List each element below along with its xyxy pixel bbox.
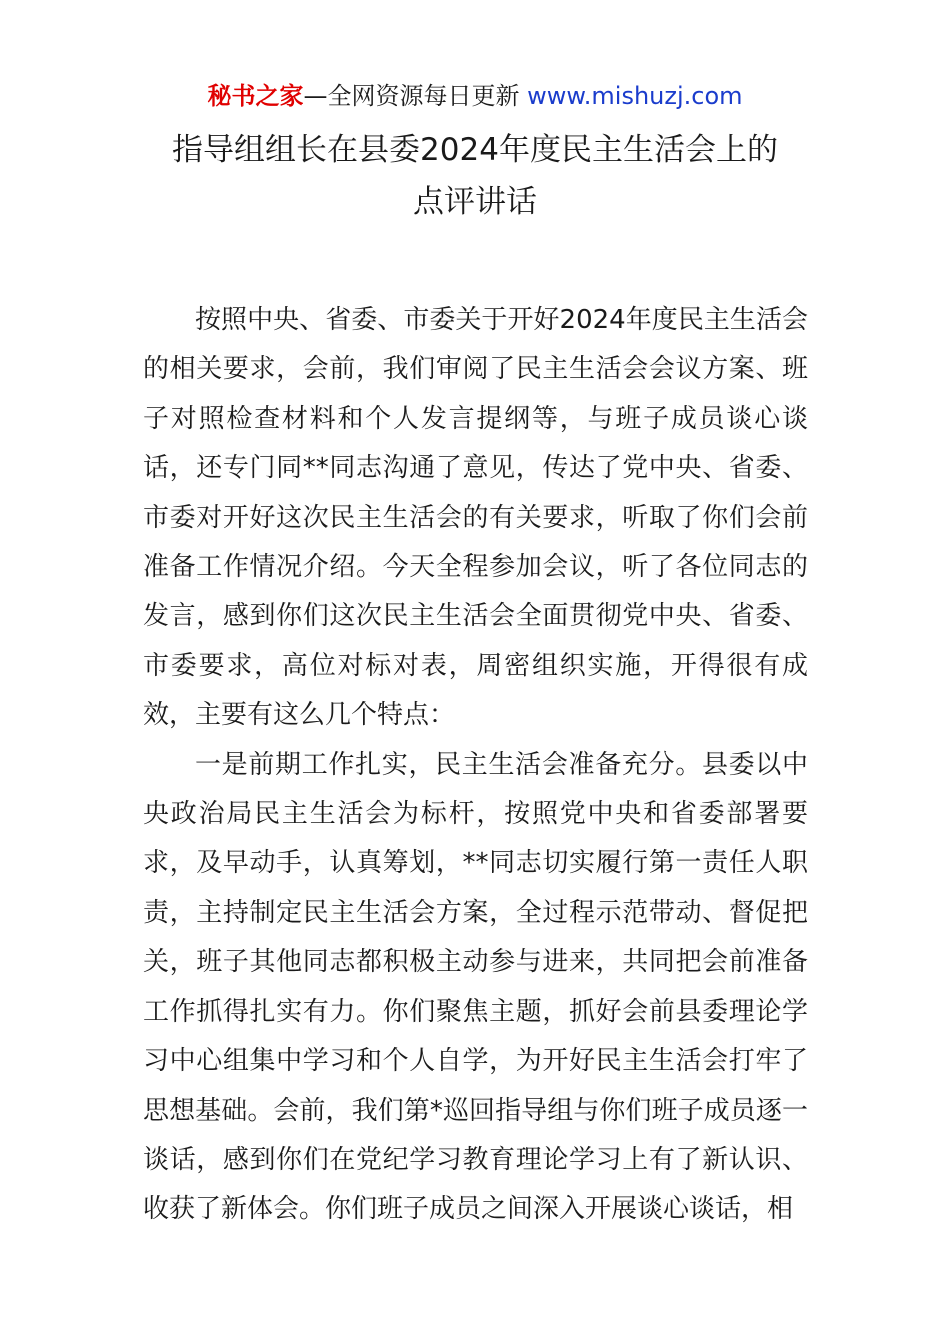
document-title-line-2: 点评讲话: [413, 184, 537, 220]
site-name: 秘书之家: [207, 82, 304, 110]
site-header: [0, 78, 950, 114]
document-title-line-1: 指导组组长在县委2024年度民主生活会上的: [172, 132, 778, 168]
site-tagline: —全网资源每日更新: [303, 82, 520, 110]
paragraph-point-one: 一是前期工作扎实，民主生活会准备充分。县委以中央政治局民主生活会为标杆，按照党中央和省委部署要求，及早动手，认真筹划，**同志切实履行第一责任人职责，主持制定民主生活会方案，全过程示范带动、督促把关，班子其他同志都积极主动参与进来，共同把会前准备工作抓得扎实有力。你们聚焦主题，抓好会前县委理论学习中心组集中学习和个人自学，为开好民主生活会打牢了思想基础。会前，我们第*巡回指导组与你们班子成员逐一谈话，感到你们在党纪学习教育理论学习上有了新认识、收获了新体会。你们班子成员之间深入开展谈心谈话，相: [143, 749, 808, 1225]
site-url-link[interactable]: www.mishuzj.com: [527, 82, 743, 110]
paragraph-intro: 按照中央、省委、市委关于开好2024年度民主生活会的相关要求，会前，我们审阅了民主生活会会议方案、班子对照检查材料和个人发言提纲等，与班子成员谈心谈话，还专门同**同志沟通了意见，传达了党中央、省委、市委对开好这次民主生活会的有关要求，听取了你们会前准备工作情况介绍。今天全程参加会议，听了各位同志的发言，感到你们这次民主生活会全面贯彻党中央、省委、市委要求，高位对标对表，周密组织实施，开得很有成效，主要有这么几个特点：: [143, 305, 808, 731]
document-title: [100, 124, 850, 228]
document-body: [143, 296, 808, 1235]
